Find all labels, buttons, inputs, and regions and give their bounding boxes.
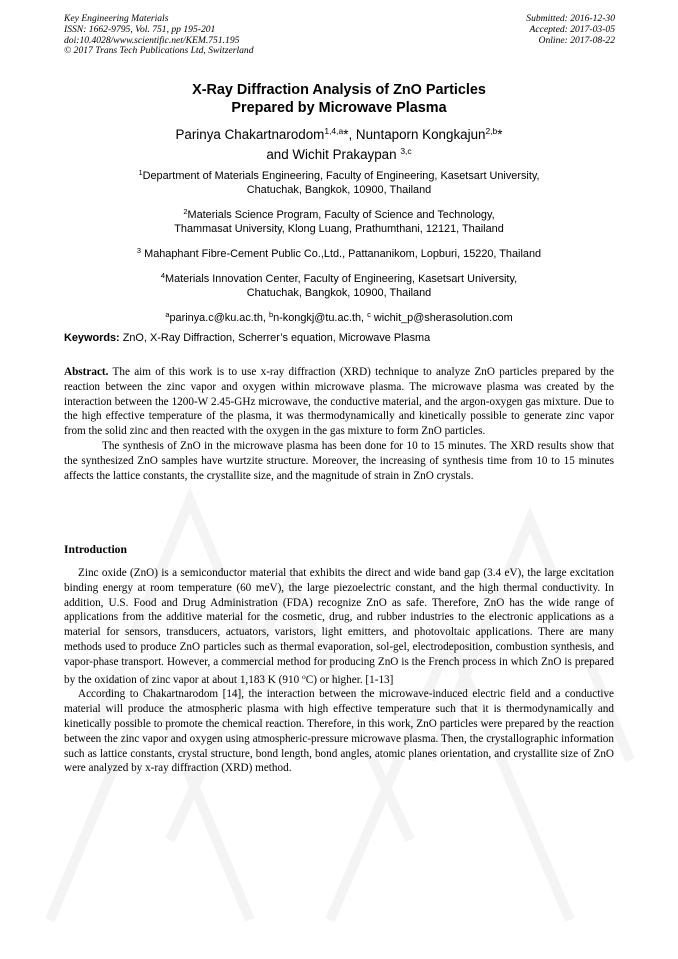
author-affil-sup: 1,4,a xyxy=(324,126,344,136)
corresponding-mark: * xyxy=(343,127,349,142)
section-heading-introduction: Introduction xyxy=(64,543,127,556)
issn-line: ISSN: 1662-9795, Vol. 751, pp 195-201 xyxy=(64,23,216,35)
intro-text: C) or higher. [1-13] xyxy=(305,673,394,686)
email-sup: a xyxy=(165,310,170,319)
abstract-paragraph-2: The synthesis of ZnO in the microwave plasma has been done for 10 to 15 minutes. The XRD results show that the synthesized ZnO samples have wurtzite structure. Moreover, the increasing of synthesis time from 10 to 15 minutes affects the lattice constants, the crystallite size, and the magnitude of strain in ZnO crystals. xyxy=(64,439,614,482)
affiliation-2 xyxy=(0,205,678,236)
affiliation-sup: 4 xyxy=(160,271,166,280)
accepted-date: Accepted: 2017-03-05 xyxy=(529,23,615,35)
affiliation-1 xyxy=(0,166,678,197)
keywords-text: ZnO, X-Ray Diffraction, Scherrer’s equation, Microwave Plasma xyxy=(119,332,431,344)
doi-line: doi:10.4028/www.scientific.net/KEM.751.195 xyxy=(64,34,240,46)
online-date: Online: 2017-08-22 xyxy=(538,34,615,46)
affiliation-text: Thammasat University, Klong Luang, Prathumthani, 12121, Thailand xyxy=(174,223,504,235)
email-sup: b xyxy=(268,310,274,319)
affiliation-text: Materials Science Program, Faculty of Science and Technology, xyxy=(187,209,495,221)
paper-title xyxy=(0,82,678,117)
authors-line-2 xyxy=(0,143,678,163)
intro-paragraph-2: According to Chakartnarodom [14], the interaction between the microwave-induced electric field and a conductive material will produce the atmospheric plasma with high effective temperature such that it is thermodynamically and kinetically possible to promote the chemical reaction. Therefore, in this work, ZnO particles were prepared by the reaction between the zinc vapor and oxygen using atmospheric-pressure microwave plasma. Then, the crystallographic information such as lattice constants, crystal structure, bond length, bond angles, atomic planes orientation, and crystallite size of ZnO were analyzed by x-ray diffraction (XRD) method. xyxy=(64,688,614,775)
author-name: Nuntaporn Kongkajun xyxy=(355,127,486,142)
author-list xyxy=(0,123,678,163)
intro-text: Zinc oxide (ZnO) is a semiconductor material that exhibits the direct and wide band gap (3.4 eV), the large excitation binding energy at room temperature (60 meV), the large piezoelectric constant, and the high thermal conductivity. In addition, U.S. Food and Drug Administration (FDA) recognize ZnO as safe. Therefore, ZnO has the wide range of applications from the additive material for the cosmetic, drug, and rubber industries to the electronic applications as a material for sensors, transducers, actuators, varistors, light emitters, and photovoltaic applications. There are many methods used to produce ZnO particles such as thermal evaporation, sol-gel, electrodeposition, combustion synthesis, and vapor-phase transport. However, a commercial method for producing ZnO is the French process in which ZnO is prepared by the oxidation of zinc vapor at about 1,183 K (910 xyxy=(64,567,614,686)
introduction-body xyxy=(64,566,614,776)
corresponding-mark: * xyxy=(497,127,503,142)
affiliations xyxy=(0,166,678,333)
abstract-label: Abstract. xyxy=(64,366,109,378)
affiliation-4 xyxy=(0,269,678,300)
keywords-label: Keywords: xyxy=(64,332,120,344)
affiliation-3 xyxy=(0,244,678,261)
keywords xyxy=(64,331,616,345)
author-name: Parinya Chakartnarodom xyxy=(175,127,325,142)
submitted-date: Submitted: 2016-12-30 xyxy=(526,13,615,24)
affiliation-text: Materials Innovation Center, Faculty of Engineering, Kasetsart University, xyxy=(165,273,518,285)
abstract xyxy=(64,365,614,483)
affiliation-sup: 1 xyxy=(138,168,143,177)
degree-sup: o xyxy=(302,671,306,681)
affiliation-text: Department of Materials Engineering, Faculty of Engineering, Kasetsart University, xyxy=(142,170,540,182)
author-name: Wichit Prakaypan xyxy=(292,147,401,162)
email-sup: c xyxy=(367,310,371,319)
email-address[interactable]: parinya.c@ku.ac.th, xyxy=(169,312,269,324)
author-affil-sup: 3,c xyxy=(400,146,412,156)
authors-line-1 xyxy=(0,123,678,143)
email-address[interactable]: n-kongkj@tu.ac.th, xyxy=(273,312,368,324)
abstract-text: The aim of this work is to use x-ray diffraction (XRD) technique to analyze ZnO particles prepared by the reaction between the zinc vapor and oxygen within microwave plasma. The microwave plasma was created by the interaction between the 1200-W 2.45-GHz microwave, the conductive material, and the argon-oxygen gas mixture. Due to the high effective temperature of the plasma, it was thermodynamically and kinetically possible to generate zinc vapor from the solid zinc and then reacted with the oxygen in the gas mixture to form ZnO particles. xyxy=(64,366,614,438)
copyright-line: © 2017 Trans Tech Publications Ltd, Switzerland xyxy=(64,45,254,57)
author-emails xyxy=(0,308,678,325)
intro-paragraph-1 xyxy=(64,566,614,687)
submission-dates xyxy=(526,14,615,46)
title-line-1: X-Ray Diffraction Analysis of ZnO Particles xyxy=(192,82,486,98)
affiliation-sup: 2 xyxy=(183,207,188,216)
author-affil-sup: 2,b xyxy=(485,126,498,136)
affiliation-text: Chatuchak, Bangkok, 10900, Thailand xyxy=(246,184,432,196)
affiliation-sup: 3 xyxy=(136,246,142,255)
email-address[interactable]: wichit_p@sherasolution.com xyxy=(370,312,513,324)
abstract-paragraph-1 xyxy=(64,365,614,439)
affiliation-text: Chatuchak, Bangkok, 10900, Thailand xyxy=(246,287,432,299)
author-separator: , xyxy=(348,127,356,142)
title-line-2: Prepared by Microwave Plasma xyxy=(231,99,447,116)
affiliation-text: Mahaphant Fibre-Cement Public Co.,Ltd., Pattananikom, Lopburi, 15220, Thailand xyxy=(141,248,542,260)
journal-name: Key Engineering Materials xyxy=(64,13,169,24)
journal-info xyxy=(64,14,254,57)
author-conjunction: and xyxy=(266,147,293,162)
